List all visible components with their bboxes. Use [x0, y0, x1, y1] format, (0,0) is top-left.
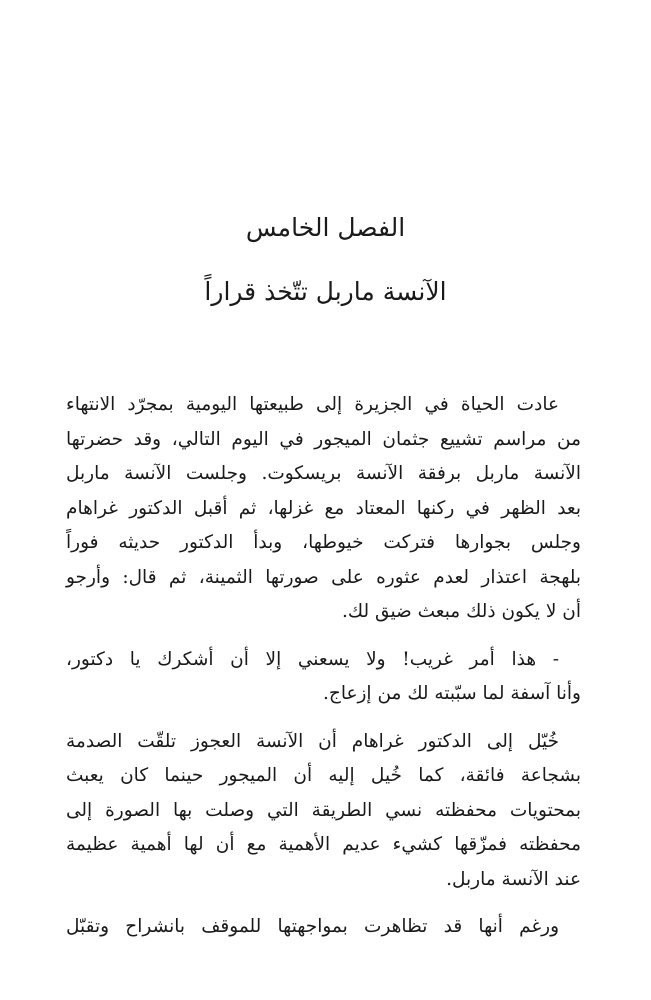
paragraph [66, 910, 581, 945]
text-line: ورغم أنها قد تظاهرت بمواجهتها للموقف بانشراح وتقبّل [66, 916, 559, 937]
text-line: - هذا أمر غريب! ولا يسعني إلا أن أشكرك يا دكتور، [66, 648, 559, 670]
chapter-number: الفصل الخامس [245, 213, 406, 242]
text-line: الآنسة ماربل برفقة الآنسة بريسكوت. وجلست الآنسة ماربل [66, 463, 581, 484]
text-line: محفظته فمزّقها كشيء عديم الأهمية مع أن لها أهمية عظيمة [66, 834, 581, 855]
chapter-title: الآنسة ماربل تتّخذ قراراً [204, 277, 447, 306]
chapter-body [66, 388, 581, 958]
text-line: بمحتويات محفظته نسي الطريقة التي وصلت بها الصورة إلى [66, 799, 581, 821]
text-line: بعد الظهر في ركنها المعتاد مع غزلها، ثم أقبل الدكتور غراهام [66, 497, 581, 519]
text-line: خُيّل إلى الدكتور غراهام أن الآنسة العجوز تلقّت الصدمة [66, 730, 559, 752]
text-line: وأنا آسفة لما سبّبته لك من إزعاج. [323, 683, 581, 704]
text-line: عند الآنسة ماربل. [446, 868, 581, 890]
paragraph [66, 388, 581, 630]
text-line: عادت الحياة في الجزيرة إلى طبيعتها اليومية بمجرّد الانتهاء [66, 394, 559, 415]
text-line: من مراسم تشييع جثمان الميجور في اليوم التالي، وقد حضرتها [66, 428, 581, 450]
text-line: بلهجة اعتذار لعدم عثوره على صورتها الثمينة، ثم قال: وأرجو [66, 566, 581, 588]
text-line: أن لا يكون ذلك مبعث ضيق لك. [342, 601, 581, 622]
text-line: وجلس بجوارها فتركت خيوطها، وبدأ الدكتور حديثه فوراً [66, 532, 581, 553]
paragraph [66, 725, 581, 898]
text-line: بشجاعة فائقة، كما خُيل إليه أن الميجور حينما كان يعبث [66, 765, 581, 786]
paragraph [66, 643, 581, 712]
